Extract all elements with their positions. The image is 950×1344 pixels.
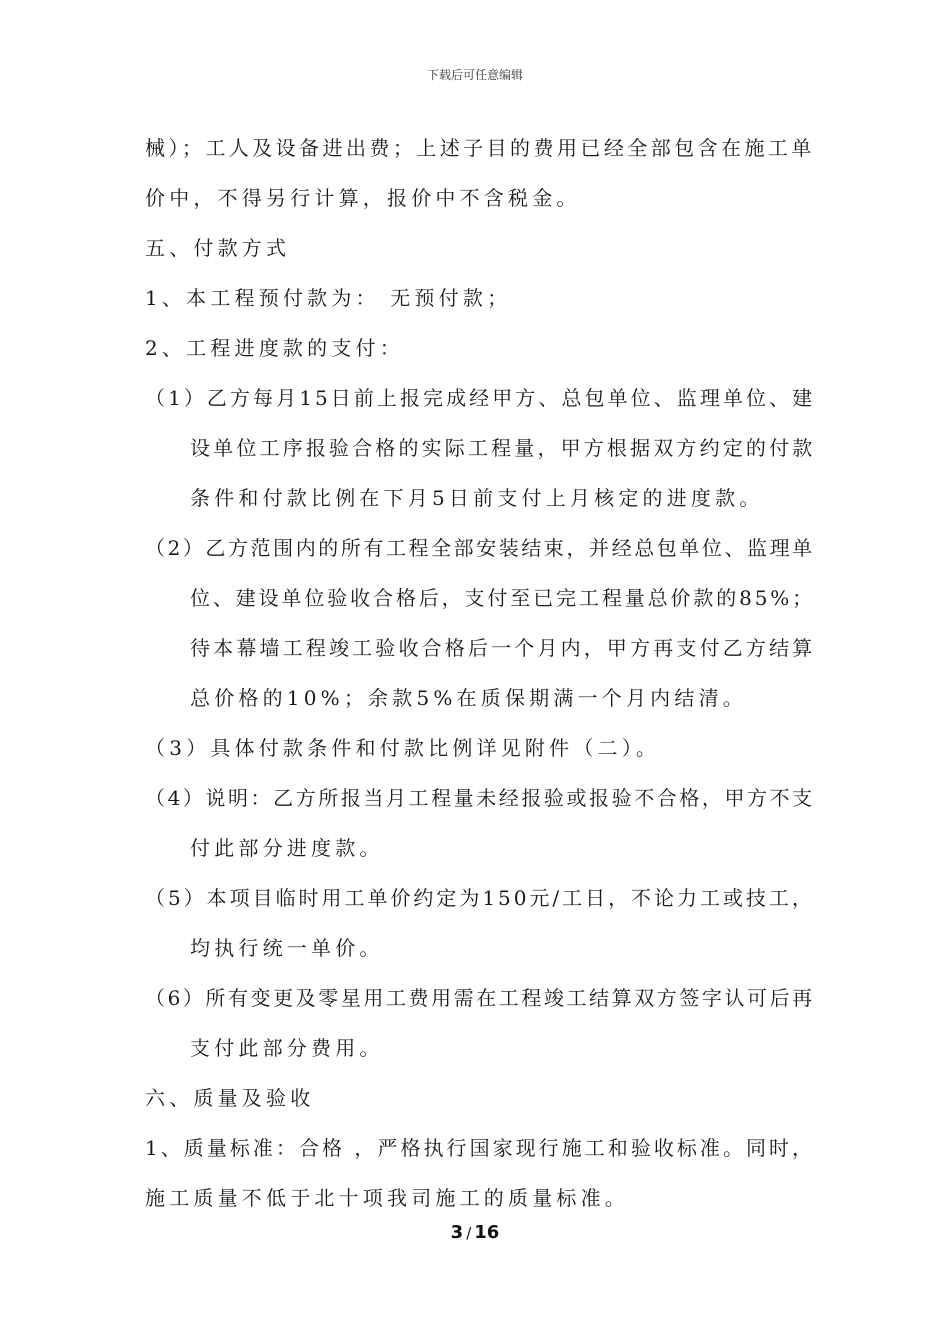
list-item-line: （4）说明：乙方所报当月工程量未经报验或报验不合格，甲方不支: [145, 786, 815, 810]
page-separator: /: [466, 1224, 472, 1242]
list-item-line: 付此部分进度款。: [190, 836, 384, 860]
list-item-line: 待本幕墙工程竣工验收合格后一个月内，甲方再支付乙方结算: [190, 636, 816, 660]
body-line: 1、质量标准：合格 ，严格执行国家现行施工和验收标准。同时，: [145, 1136, 816, 1160]
section-heading: 五、付款方式: [145, 236, 291, 260]
list-item-line: 位、建设单位验收合格后，支付至已完工程量总价款的85%；: [190, 586, 816, 610]
list-item-line: 条件和付款比例在下月5日前支付上月核定的进度款。: [190, 486, 764, 510]
body-line: 1、本工程预付款为： 无预付款；: [145, 286, 512, 310]
list-item-line: （6）所有变更及零星用工费用需在工程竣工结算双方签字认可后再: [145, 986, 815, 1010]
body-line: 械）；工人及设备进出费；上述子目的费用已经全部包含在施工单: [145, 136, 815, 160]
list-item-line: （1）乙方每月15日前上报完成经甲方、总包单位、监理单位、建: [145, 386, 816, 410]
list-item-line: 设单位工序报验合格的实际工程量，甲方根据双方约定的付款: [190, 436, 816, 460]
list-item-line: 均执行统一单价。: [190, 936, 384, 960]
current-page: 3: [450, 1222, 464, 1243]
total-pages: 16: [474, 1222, 500, 1243]
list-item-line: （2）乙方范围内的所有工程全部安装结束，并经总包单位、监理单: [145, 536, 815, 560]
list-item-line: （3）具体付款条件和付款比例详见附件（二）。: [145, 736, 661, 760]
body-line: 施工质量不低于北十项我司施工的质量标准。: [145, 1186, 629, 1210]
body-line: 价中，不得另行计算，报价中不含税金。: [145, 186, 581, 210]
list-item-line: 支付此部分费用。: [190, 1036, 384, 1060]
section-heading: 六、质量及验收: [145, 1086, 315, 1110]
page-number: [0, 1222, 950, 1243]
list-item-line: （5）本项目临时用工单价约定为150元/工日，不论力工或技工，: [145, 886, 815, 910]
list-item-line: 总价格的10%；余款5%在质保期满一个月内结清。: [190, 686, 747, 710]
page-header: 下载后可任意编辑: [426, 68, 523, 82]
body-line: 2、工程进度款的支付：: [145, 336, 404, 360]
